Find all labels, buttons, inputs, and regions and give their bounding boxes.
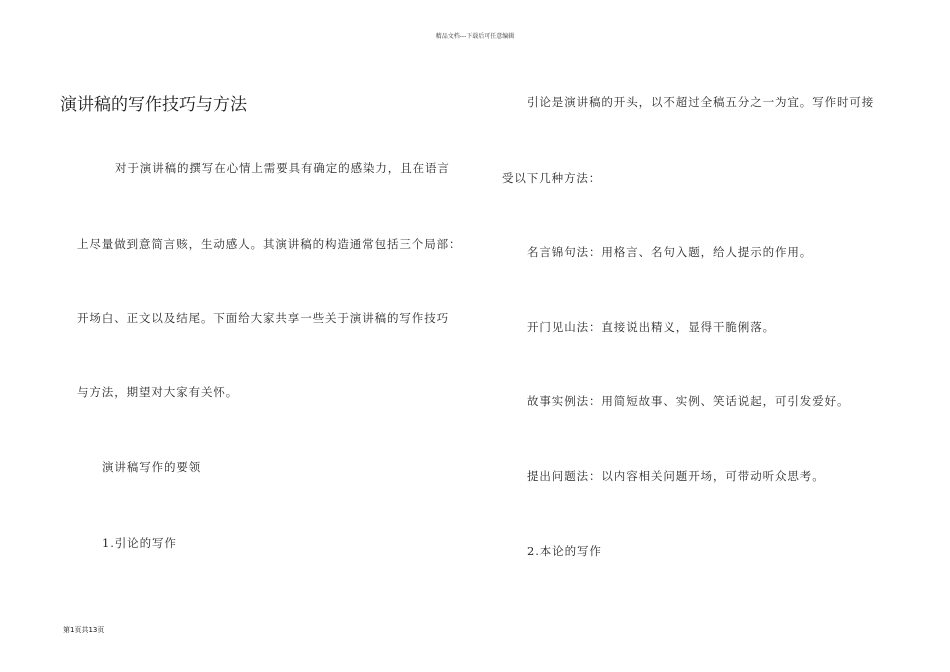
right-line-1: 引论是演讲稿的开头，以不超过全稿五分之一为宜。写作时可接 [527, 95, 875, 109]
method-story: 故事实例法：用简短故事、实例、笑话说起，可引发爱好。 [527, 394, 850, 408]
intro-line-4: 与方法，期望对大家有关怀。 [77, 385, 239, 399]
intro-line-1: 对于演讲稿的撰写在心情上需要具有确定的感染力，且在语言 [115, 161, 450, 175]
document-title: 演讲稿的写作技巧与方法 [60, 95, 247, 115]
page-header-note: 精品文档---下载后可任意编辑 [435, 33, 515, 40]
section-heading: 演讲稿写作的要领 [102, 460, 202, 474]
method-direct: 开门见山法：直接说出精义，显得干脆俐落。 [527, 320, 775, 334]
method-quote: 名言锦句法：用格言、名句入题，给人提示的作用。 [527, 245, 813, 259]
right-line-2: 受以下几种方法： [502, 171, 602, 185]
intro-line-2: 上尽量做到意简言赅，生动感人。其演讲稿的构造通常包括三个局部： [77, 237, 462, 251]
intro-line-3: 开场白、正文以及结尾。下面给大家共享一些关于演讲稿的写作技巧 [77, 311, 449, 325]
method-question: 提出问题法：以内容相关问题开场，可带动听众思考。 [527, 469, 825, 483]
page-number-footer: 第1页共13页 [63, 626, 105, 634]
subsection-heading-2: 2.本论的写作 [527, 544, 602, 558]
subsection-heading-1: 1.引论的写作 [102, 536, 177, 550]
